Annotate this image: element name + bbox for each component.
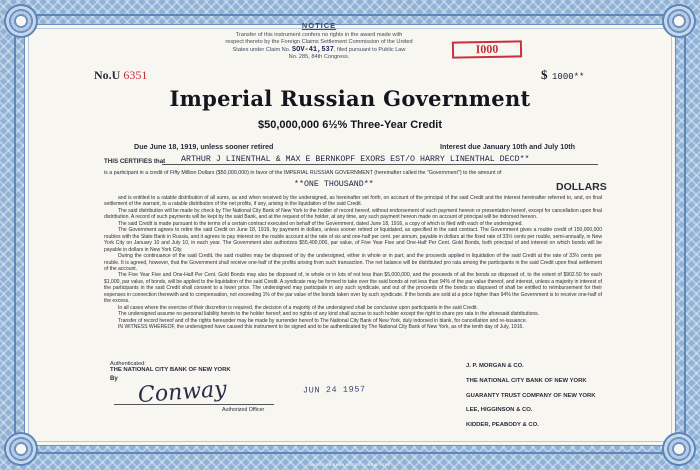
underwriter: KIDDER, PEABODY & CO. (466, 422, 539, 429)
signature-line (114, 404, 274, 405)
due-date: Due June 18, 1919, unless sooner retired (134, 142, 274, 151)
certifies-label: THIS CERTIFIES that (104, 158, 166, 165)
notice-block (196, 22, 442, 62)
underwriter: THE NATIONAL CITY BANK OF NEW YORK (466, 377, 587, 384)
holder-name: ARTHUR J LINENTHAL & MAX E BERNKOPF EXORS EST/O HARRY LINENTHAL DECD** (181, 155, 530, 164)
notice-line: No. 285, 84th Congress. (288, 54, 350, 61)
corner-rosette-bottom-right (662, 432, 696, 466)
authorized-officer-label: Authorized Officer (222, 407, 265, 413)
terms-paragraph: The Government agrees to retire the said Credit on June 18, 1919, by payment in dollars, unless sooner retired or liquidated, as specified in the said contract. The Government gives a rouble credit of 150,000,000 roubles with the State Bank in Russia, and it agrees to pay interest on the rouble account at the rate of six and one-half per cent. per annum, payable in dollars at the fixed rate of 33⅓ cents per rouble, semi-annually, in New York City on January 10 and July 10, in each year. The Government also authorizes $55,400,000, par value, of Five Year Five and One-Half Per Cent. Gold Bonds, both principal of and interest on which bonds will be payable in dollars in New York City. (104, 227, 602, 253)
authenticating-bank: THE NATIONAL CITY BANK OF NEW YORK (110, 367, 231, 373)
notice-title: NOTICE (301, 21, 337, 30)
officer-signature: Conway (137, 376, 228, 409)
amount-box (541, 67, 584, 83)
corner-rosette-top-right (662, 4, 696, 38)
terms-paragraph: The said distribution will be made by check by The National City Bank of New York to the holder of record hereof, without endorsement of such payment hereon or presentation hereof, except for cancellation upon final distribution. A record of such payments will be kept by the said Bank, and at the request of the holder, at any time, any such payment hereon made on account of principal will be indorsed hereon. (104, 207, 602, 221)
corner-rosette-bottom-left (4, 432, 38, 466)
underwriter: GUARANTY TRUST COMPANY OF NEW YORK (466, 392, 596, 399)
amount-in-words: **ONE THOUSAND** (294, 180, 374, 189)
terms-body (104, 195, 602, 331)
underwriter: LEE, HIGGINSON & CO. (466, 407, 533, 414)
terms-paragraph: In all cases where the exercise of their discretion is required, the decision of a majority of the undersigned shall be conclusive upon participants in the said Credit. (118, 304, 478, 311)
underwriter: J. P. MORGAN & CO. (466, 363, 524, 369)
corner-rosette-top-left (4, 4, 38, 38)
notice-line-text: States under Claim No. (232, 46, 292, 53)
dollars-label: DOLLARS (556, 181, 607, 193)
notice-line: Transfer of this instrument confers no rights in the award made with (235, 31, 403, 38)
certificate-title: Imperial Russian Government (169, 86, 531, 111)
authenticated-label: Authenticated: (110, 361, 146, 367)
certificate-subtitle: $50,000,000 6½% Three-Year Credit (257, 119, 443, 131)
terms-paragraph: The Five Year Five and One-Half Per Cent. Gold Bonds may also be disposed of, in whole or in lots of not less than $5,000,000, and the proceeds of all the bonds so disposed of, to the extent of $902.50 for each $1,000, par value, of bonds, will be applied to the liquidation of the said Credit. A syndicate may be formed to take over the said bonds at not less than 94% of the par value thereof, and interest, unless a majority in interest of the participants in the said Credit shall consent to a lower price. The undersigned may participate in any such syndicate, and out of the proceeds of the bonds so disposed of shall be entitled to reimbursement for their expenses in connection therewith and to compensation, not exceeding 1% of the par value of the bonds taken over by such syndicate. If the bonds are sold at a price higher than 94% the Government is to receive one-half of the excess. (104, 272, 602, 305)
notice-line: respect thereto by the Foreign Claims Settlement Commission of the United (225, 39, 413, 46)
holder-underline (162, 164, 598, 165)
serial-prefix: No.U (94, 68, 121, 82)
printer-imprint: AMERICAN BANK NOTE CO. NEW YORK (309, 463, 391, 467)
claim-number: SOV-41,537 (291, 45, 334, 54)
terms-paragraph: Transfer of record hereof and of the rights hereunder may be made by surrender hereof to The National City Bank of New York, duly indorsed in blank, for cancellation and re-issuance. (118, 317, 528, 324)
dollar-sign: $ (541, 67, 548, 82)
participant-text: is a participant in a credit of Fifty Million Dollars ($50,000,000) in favor of the IMPERIAL RUSSIAN GOVERNMENT (hereinafter called the "Government") to the amount of (104, 170, 502, 176)
underwriters-list (466, 359, 596, 433)
terms-paragraph: The said Credit is made pursuant to the terms of a certain contract executed on behalf of the Government, dated June 18, 1916, a copy of which is filed with each of the undersigned. (118, 220, 523, 227)
interest-dates: Interest due January 10th and July 10th (440, 142, 576, 151)
notice-line (196, 47, 442, 55)
serial-digits: 6351 (123, 68, 148, 82)
terms-paragraph: IN WITNESS WHEREOF, the undersigned have caused this instrument to be signed and to be authenticated by The National City Bank of New York, as of the tenth day of July, 1916. (118, 324, 524, 331)
amount-value: 1000** (552, 72, 585, 82)
terms-paragraph: During the continuance of the said Credit, the said roubles may be disposed of by the undersigned, either in whole or in part, and the proceeds applied in liquidation of the said Credit at the rate of 33⅓ cents per rouble. It is agreed, however, that the Government shall receive one-half of the profits arising from such transaction. The net balance will be distributed pro rata among the participants in the said Credit upon final settlement of the account. (104, 253, 602, 272)
terms-paragraph: and is entitled to a ratable distribution of all sums, as and when received by the undersigned, as hereinafter set forth, on account of the principal of the said Credit and the interest hereinafter referred to, and, on final settlement of the warrant, to a ratable distribution of the net profits, if any, arising in the liquidation of the said Credit. (104, 195, 602, 208)
date-stamp: JUN 24 1957 (302, 384, 366, 396)
serial-number (94, 68, 147, 83)
by-label: By (110, 376, 118, 382)
red-amount-stamp: I000 (452, 40, 522, 58)
terms-paragraph: The undersigned assume no personal liability herein to the holder hereof; and no rights of any kind shall accrue to such holder except the right to share pro rata in the aforesaid distributions. (118, 311, 540, 318)
notice-line-text: , filed pursuant to Public Law (333, 46, 406, 53)
